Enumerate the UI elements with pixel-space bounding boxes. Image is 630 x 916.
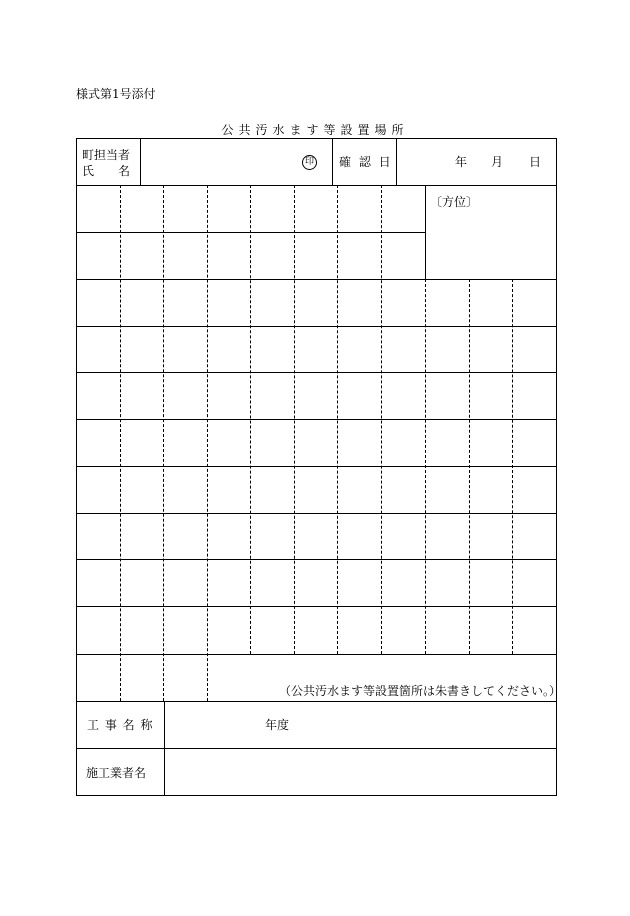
staff-label-line2: 氏 名 (82, 164, 131, 178)
grid-row-line (76, 559, 557, 560)
grid-row-line (76, 279, 557, 280)
direction-label: 〔方位〕 (430, 195, 479, 209)
grid-row-line (76, 466, 557, 467)
grid-column-line (381, 185, 382, 654)
confirm-date-label: 確 認 日 (339, 155, 393, 169)
page-title: 公共汚水ます等設置場所 (221, 123, 409, 137)
grid-row-line (76, 606, 557, 607)
header-divider (332, 138, 333, 186)
grid-column-line (207, 185, 208, 701)
grid-column-line (512, 279, 513, 654)
grid-column-line (163, 185, 164, 701)
work-name-field[interactable] (165, 702, 556, 748)
form-number-label: 様式第1号添付 (76, 87, 156, 101)
grid-row-line (76, 372, 557, 373)
location-sketch-grid[interactable] (76, 185, 557, 702)
grid-column-line (469, 279, 470, 654)
grid-row-line (76, 326, 557, 327)
staff-label-line1: 町担当者 (82, 148, 131, 162)
date-year-label: 年 (455, 155, 468, 169)
grid-note: （公共汚水ます等設置箇所は朱書きしてください。） (279, 684, 562, 698)
date-month-label: 月 (491, 155, 504, 169)
grid-row-line (76, 419, 557, 420)
grid-column-line (425, 279, 426, 654)
work-name-value: 年度 (265, 718, 290, 732)
work-name-label: 工 事 名 称 (87, 718, 154, 732)
grid-column-line (120, 185, 121, 701)
direction-box-border (425, 185, 426, 280)
grid-column-line (294, 185, 295, 654)
grid-column-line (337, 185, 338, 654)
seal-mark: 印 (302, 155, 317, 170)
date-day-label: 日 (529, 155, 542, 169)
contractor-label: 施工業者名 (86, 766, 147, 780)
grid-row-line (76, 654, 557, 655)
grid-column-line (250, 185, 251, 654)
grid-row-line (76, 513, 557, 514)
contractor-field[interactable] (165, 749, 556, 795)
